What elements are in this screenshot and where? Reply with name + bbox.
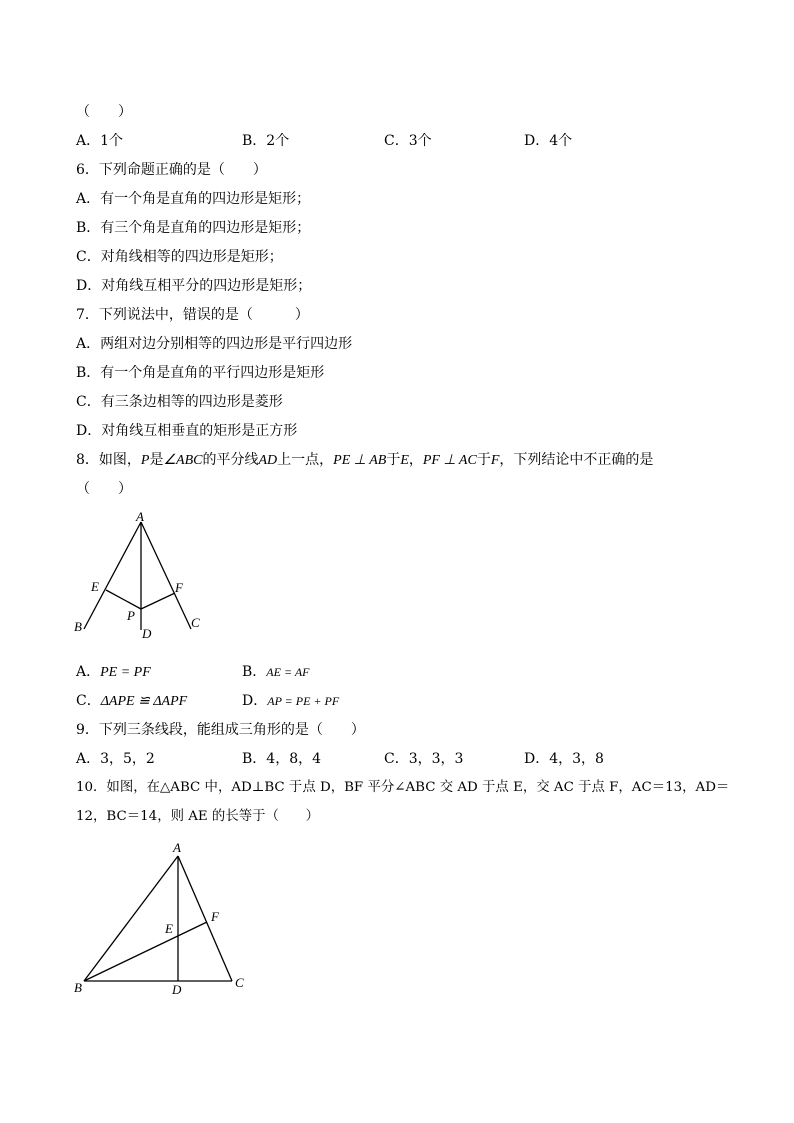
q6-option-b: B．有三个角是直角的四边形是矩形； <box>76 220 311 236</box>
q7-option-c: C．有三条边相等的四边形是菱形 <box>76 394 283 410</box>
q6-stem: 6．下列命题正确的是（ ） <box>76 162 267 178</box>
q9-option-a: A．3，5，2 <box>76 751 155 767</box>
q10-label-d: D <box>172 982 182 997</box>
q10-label-c: C <box>235 975 244 990</box>
q7-option-a: A．两组对边分别相等的四边形是平行四边形 <box>76 336 353 352</box>
q8-label-a: A <box>136 509 144 524</box>
q6-option-c: C．对角线相等的四边形是矩形； <box>76 249 283 265</box>
q10-stem-line2: 12，BC＝14，则 AE 的长等于（ ） <box>76 809 320 824</box>
q9-stem: 9．下列三条线段，能组成三角形的是（ ） <box>76 722 365 738</box>
q8-label-b: B <box>74 619 82 634</box>
q8-stem: 8．如图，P是∠ABC的平分线AD上一点，PE ⊥ AB于E，PF ⊥ AC于F，下列结论中不正确的是 <box>76 452 654 468</box>
q10-label-e: E <box>165 921 173 936</box>
q5-paren: （ ） <box>76 104 132 120</box>
q8-option-c: C．ΔAPE ≌ ΔAPF <box>76 693 188 709</box>
q10-label-f: F <box>211 909 219 924</box>
q8-label-c: C <box>191 615 200 630</box>
q8-option-d: D．AP = PE + PF <box>242 693 340 709</box>
q8-label-f: F <box>175 580 183 595</box>
q7-option-b: B．有一个角是直角的平行四边形是矩形 <box>76 365 325 381</box>
q8-label-p: P <box>127 608 135 623</box>
q10-label-a: A <box>173 840 181 855</box>
q8-paren: （ ） <box>76 481 132 497</box>
q8-option-b: B．AE = AF <box>242 664 310 680</box>
q10-side-ab <box>84 856 178 981</box>
q5-option-c: C．3个 <box>384 133 432 149</box>
q6-option-d: D．对角线互相平分的四边形是矩形； <box>76 278 312 294</box>
q9-option-b: B．4，8，4 <box>242 751 322 767</box>
q8-segment-pf <box>141 593 175 609</box>
q10-bisector-bf <box>84 922 207 981</box>
q7-option-d: D．对角线互相垂直的矩形是正方形 <box>76 423 298 439</box>
q8-figure <box>70 505 210 645</box>
q8-label-e: E <box>91 579 99 594</box>
q8-label-d: D <box>142 626 152 641</box>
q5-option-a: A．1个 <box>76 133 124 149</box>
q5-option-d: D．4个 <box>524 133 573 149</box>
q10-stem-line1: 10．如图，在△ABC 中，AD⊥BC 于点 D，BF 平分∠ABC 交 AD 于点 E，交 AC 于点 F，AC＝13，AD＝ <box>76 780 730 795</box>
q10-figure <box>70 838 260 1003</box>
q9-option-d: D．4，3，8 <box>524 751 604 767</box>
q8-side-ac <box>141 522 191 629</box>
q10-label-b: B <box>74 980 82 995</box>
q8-option-a: A．PE = PF <box>76 664 151 680</box>
q5-option-b: B．2个 <box>242 133 290 149</box>
q7-stem: 7．下列说法中，错误的是（ ） <box>76 307 309 323</box>
q9-option-c: C．3，3，3 <box>384 751 464 767</box>
q8-segment-pe <box>106 590 141 609</box>
q10-side-ac <box>178 856 232 981</box>
q6-option-a: A．有一个角是直角的四边形是矩形； <box>76 191 311 207</box>
